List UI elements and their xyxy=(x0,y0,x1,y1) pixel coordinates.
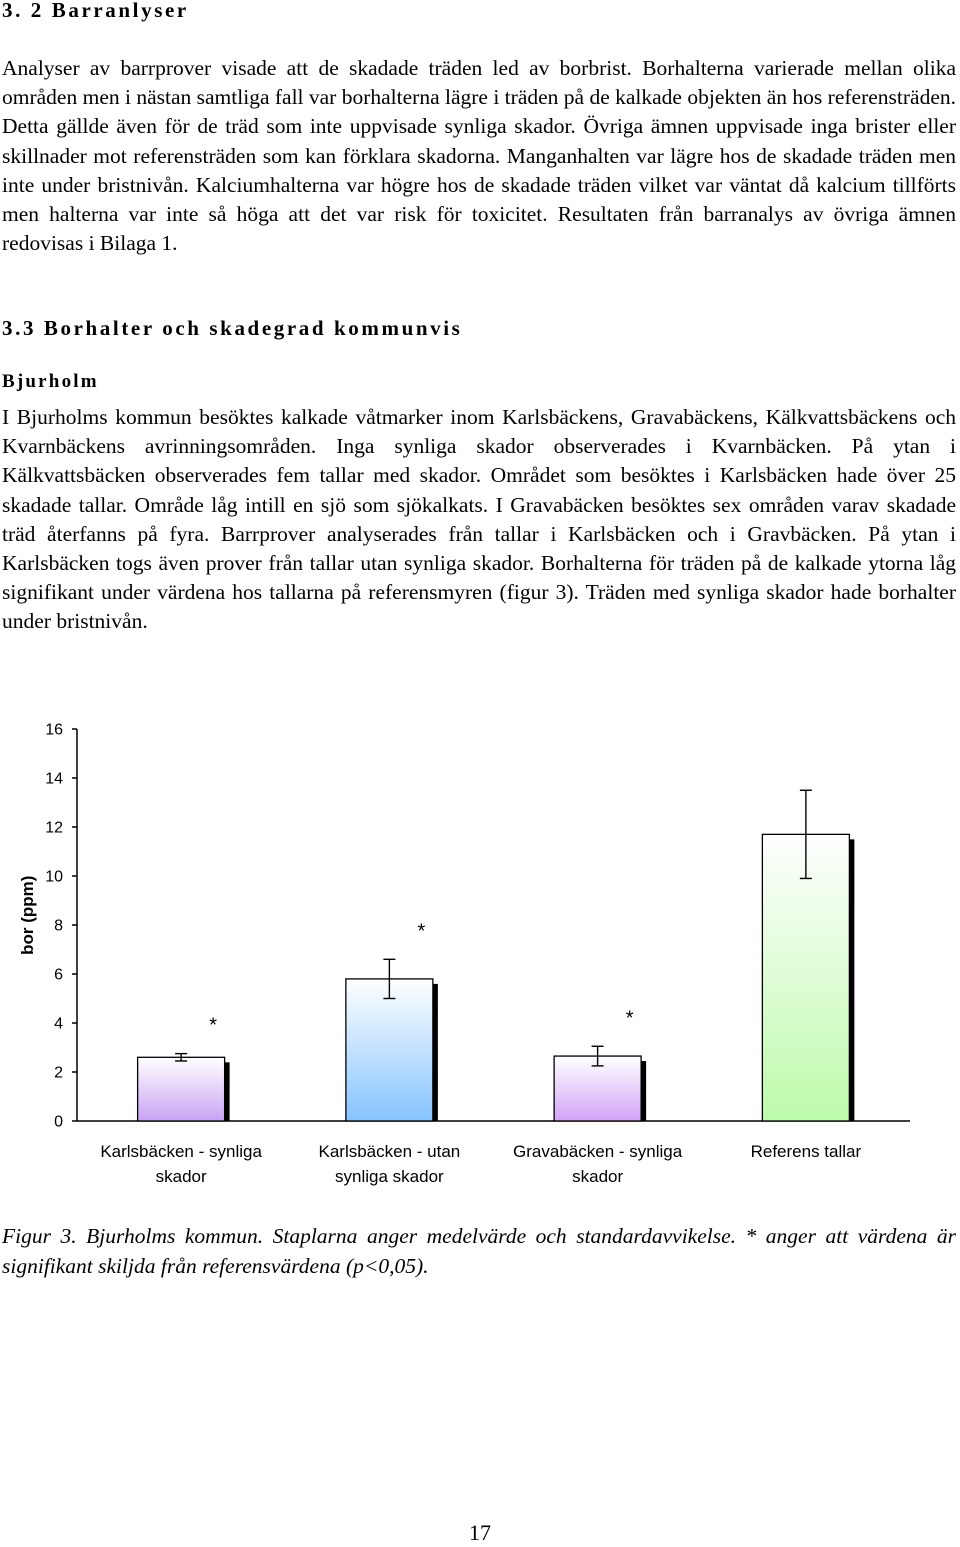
y-tick-label: 16 xyxy=(45,721,63,739)
x-category-label: Karlsbäcken - synliga xyxy=(100,1142,262,1161)
section-3-3-body: I Bjurholms kommun besöktes kalkade våtmarker inom Karlsbäckens, Gravabäckens, Kälkvattsbäckens och Kvarnbäckens avrinningsområden. Inga synliga skador observerades i Kvarnbäcken. På ytan i Kälkvattsbäcken observerades fem tallar med skador. Området som besöktes i Karlsbäcken hade över 25 skadade tallar. Område låg intill en sjö som sjökalkats. I Gravabäcken besöktes sex områden varav skadade träd återfanns på fyra. Barrprover analyserades från tallar i Karlsbäcken och i Gravbäcken. På ytan i Karlsbäcken togs även prover från tallar utan synliga skador. Borhalterna för träden på de kalkade ytorna låg signifikant under värdena hos tallarna på referensmyren (figur 3). Träden med synliga skador hade borhalter under bristnivån. xyxy=(2,405,956,634)
section-3-2-body: Analyser av barrprover visade att de skadade träden led av borbrist. Borhalterna varierade mellan olika områden men i nästan samtliga fall var borhalterna lägre i träden på de kalkade objekten än hos referensträden. Detta gällde även för de träd som inte uppvisade synliga skador. Övriga ämnen uppvisade inga brister eller skillnader mot referensträden som kan förklara skadorna. Manganhalten var lägre hos de skadade träden men inte under bristnivån. Kalciumhalterna var högre hos de skadade träden vilket var väntat då kalcium tillförts men halterna var inte så höga att det var risk för toxicitet. Resultaten från barranalys av övriga ämnen redovisas i Bilaga 1. xyxy=(2,56,956,256)
section-heading-3-3: 3.3 Borhalter och skadegrad kommunvis xyxy=(2,316,463,340)
figure-caption: Figur 3. Bjurholms kommun. Staplarna anger medelvärde och standardavvikelse. * anger att värdena är signifikant skiljda från referensvärdena (p<0,05). xyxy=(2,1224,956,1278)
y-tick-label: 10 xyxy=(45,868,63,886)
x-category-label: skador xyxy=(155,1167,207,1186)
y-tick-label: 8 xyxy=(54,917,63,935)
page-number: 17 xyxy=(469,1520,491,1545)
x-category-label: Referens tallar xyxy=(750,1142,862,1161)
subheading-bjurholm: Bjurholm xyxy=(2,371,99,392)
y-tick-label: 6 xyxy=(54,966,63,984)
x-category-label: Karlsbäcken - utan xyxy=(318,1142,461,1161)
significance-marker: * xyxy=(417,920,426,943)
bar xyxy=(138,1057,225,1121)
y-tick-label: 4 xyxy=(54,1015,63,1033)
bar-chart xyxy=(0,700,960,1205)
section-heading-3-2: 3. 2 Barranlyser xyxy=(2,0,189,22)
x-category-label: synliga skador xyxy=(335,1167,444,1186)
bar xyxy=(346,979,433,1121)
y-tick-label: 0 xyxy=(54,1113,63,1131)
y-axis-title: bor (ppm) xyxy=(18,875,37,955)
y-tick-label: 14 xyxy=(45,770,63,788)
significance-marker: * xyxy=(209,1014,218,1037)
x-category-label: skador xyxy=(572,1167,624,1186)
x-category-label: Gravabäcken - synliga xyxy=(513,1142,683,1161)
y-tick-label: 12 xyxy=(45,819,63,837)
y-tick-label: 2 xyxy=(54,1064,63,1082)
significance-marker: * xyxy=(625,1007,634,1030)
